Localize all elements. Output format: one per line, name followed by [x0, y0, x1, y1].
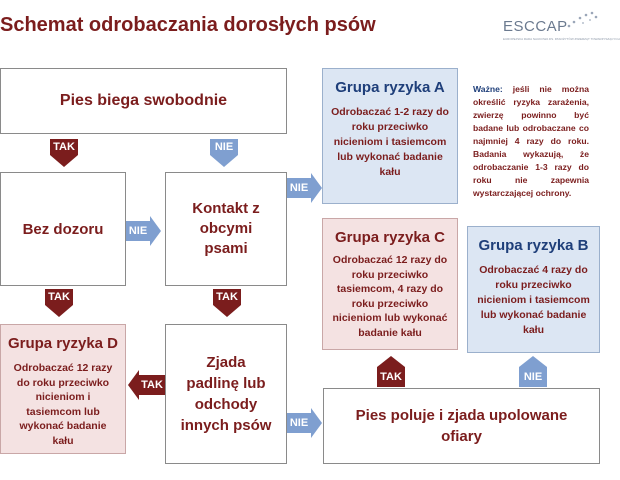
arrow-right-icon: [311, 408, 322, 438]
arrow-up-icon: [519, 356, 547, 367]
arrow-left-icon: [128, 370, 139, 400]
arrow-down-icon: [213, 305, 241, 317]
tak-label-hunts-to-group-c: TAK: [377, 367, 405, 387]
node-free-running-text: Pies biega swobodnie: [59, 92, 228, 109]
tak-label-free-to-unsupervised: TAK: [50, 139, 78, 155]
risk-group-c-text: Odrobaczać 12 razy do roku przeciwko tasiemcom, 4 razy do roku przeciwko nicieniom lub wykonać badanie kału: [332, 254, 448, 339]
tak-label-carrion-to-group-d: TAK: [139, 375, 165, 395]
node-contact: [165, 172, 287, 286]
risk-group-d: [0, 324, 126, 454]
risk-group-b: [467, 226, 600, 353]
tak-label-unsupervised-to-group-d: TAK: [45, 289, 73, 305]
risk-group-c-title: Grupa ryzyka C: [334, 229, 446, 246]
nie-label-free-to-contact: NIE: [210, 139, 238, 155]
node-hunts: [323, 388, 600, 464]
nie-label-carrion-to-hunts: NIE: [287, 413, 311, 433]
arrow-up-icon: [377, 356, 405, 367]
important-note: [473, 83, 589, 200]
risk-group-b-text: Odrobaczać 4 razy do roku przeciwko nicieniom i tasiemcom lub wykonać badanie kału: [477, 264, 590, 336]
nie-label-unsupervised-to-contact: NIE: [126, 221, 150, 241]
arrow-down-icon: [50, 155, 78, 167]
risk-group-d-text: Odrobaczać 12 razy do roku przeciwko nicieniom i tasiemcom lub wykonać badanie kału: [13, 362, 113, 447]
arrow-down-icon: [210, 155, 238, 167]
nie-label-contact-to-group-a: NIE: [287, 178, 311, 198]
risk-group-a: [322, 68, 458, 204]
arrow-right-icon: [311, 173, 322, 203]
esccap-logo: [503, 10, 620, 48]
nie-label-hunts-to-group-b: NIE: [519, 367, 547, 387]
logo-paw-icon: [565, 10, 599, 32]
arrow-right-icon: [150, 216, 161, 246]
node-unsupervised-text: Bez dozoru: [22, 220, 104, 238]
risk-group-b-title: Grupa ryzyka B: [478, 237, 589, 254]
risk-group-a-text: Odrobaczać 1-2 razy do roku przeciwko nicieniom i tasiemcom lub wykonać badanie kału: [331, 106, 449, 178]
important-note-label: Ważne:: [473, 84, 503, 94]
page-title: Schemat odrobaczania dorosłych psów: [0, 14, 376, 36]
arrow-down-icon: [45, 305, 73, 317]
logo-text: ESCCAP: [503, 18, 568, 35]
node-free-running: [0, 68, 287, 134]
logo-subtitle: EUROPEJSKA RADA NAUKOWA DS. PASOŻYTÓW ZWIERZĄT TOWARZYSZĄCYCH: [503, 37, 620, 41]
important-note-text: jeśli nie można określić ryzyka zarażenia, zwierzę powinno być badane lub odrobaczane co najmniej 4 razy do roku. Badania wykazują, że odrobaczanie 1-3 razy do roku nie zapewnia wystarczającej ochrony.: [473, 84, 589, 198]
node-eats-carrion: [165, 324, 287, 464]
risk-group-a-title: Grupa ryzyka A: [335, 79, 445, 96]
node-hunts-text: Pies poluje i zjada upolowane ofiary: [355, 407, 568, 445]
node-unsupervised: [0, 172, 126, 286]
node-contact-text: Kontakt z obcymi psami: [192, 200, 260, 257]
risk-group-c: [322, 218, 458, 350]
tak-label-contact-to-carrion: TAK: [213, 289, 241, 305]
risk-group-d-title: Grupa ryzyka D: [7, 335, 119, 352]
node-eats-carrion-text: Zjada padlinę lub odchody innych psów: [180, 354, 272, 434]
